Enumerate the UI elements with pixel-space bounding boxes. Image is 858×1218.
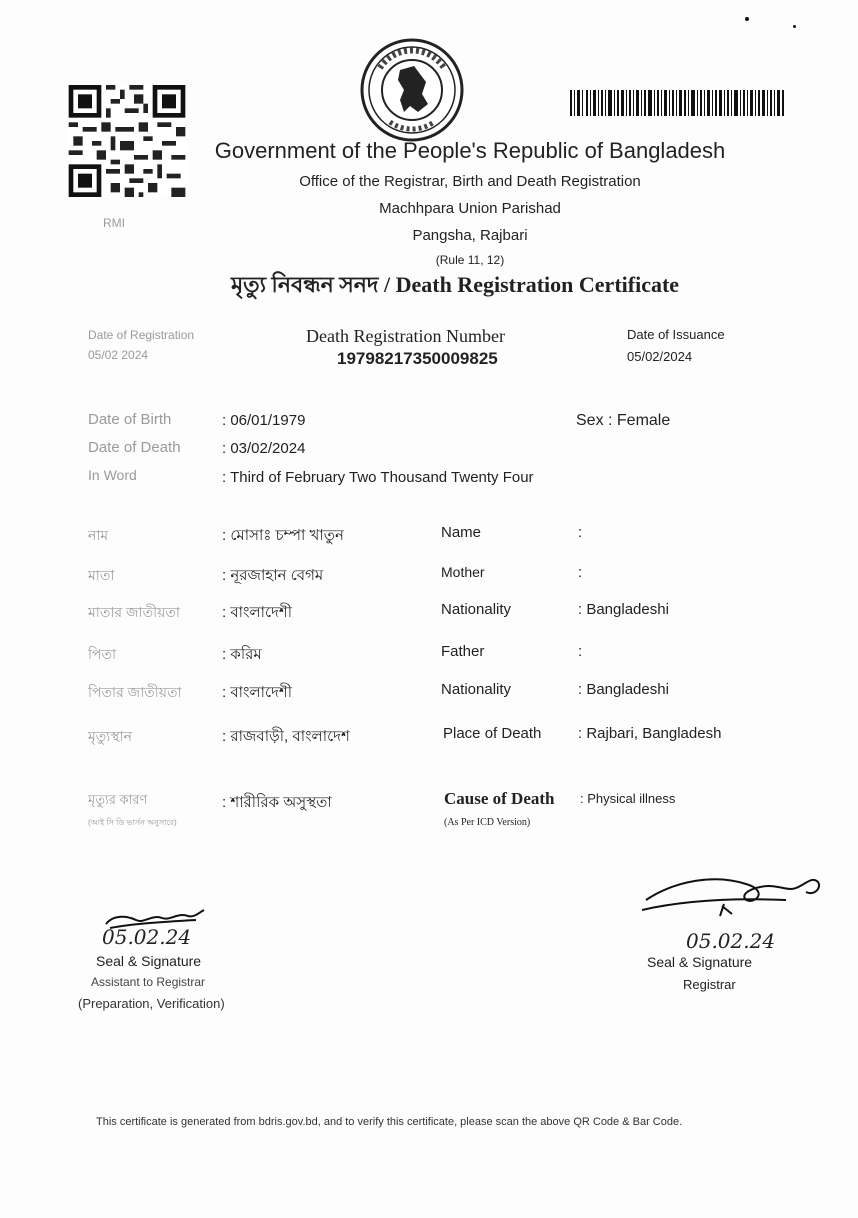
bn-father-nationality-label: পিতার জাতীয়তা [88,684,182,700]
date-of-birth-label: Date of Birth [88,411,172,428]
scan-speck [793,25,796,28]
en-father-nationality-value: : Bangladeshi [578,681,669,698]
en-father-label: Father [441,643,485,660]
bn-place-of-death-value: : রাজবাড়ী, বাংলাদেশ [222,728,350,745]
registration-number-label: Death Registration Number [306,326,505,346]
verification-footer: This certificate is generated from bdris.gov.bd, and to verify this certificate, please scan the above QR Code & Bar Code. [96,1116,683,1128]
en-name-label: Name [441,524,482,541]
government-seal [360,38,464,142]
bn-name-value: : মোসাঃ চম্পা খাতুন [222,527,344,544]
location-line: Pangsha, Rajbari [412,227,528,244]
in-word-label: In Word [88,467,137,483]
date-of-issuance-label: Date of Issuance [627,327,725,342]
date-of-issuance-value: 05/02/2024 [627,349,693,364]
left-role: Assistant to Registrar [91,975,206,989]
en-cause-label: Cause of Death [444,789,555,808]
bn-cause-note: (আই সি ডি ভার্সন অনুসারে) [88,818,177,827]
bn-place-of-death-label: মৃত্যুস্থান [88,728,133,744]
bn-mother-nationality-label: মাতার জাতীয়তা [88,604,180,620]
bn-mother-value: : নূরজাহান বেগম [222,567,324,584]
in-word-value: : Third of February Two Thousand Twenty Four [222,469,534,486]
en-place-of-death-value: : Rajbari, Bangladesh [578,725,722,742]
union-line: Machhpara Union Parishad [379,200,561,217]
en-cause-note: (As Per ICD Version) [444,817,531,828]
registrar-signature [636,870,826,920]
bn-cause-label: মৃত্যুর কারণ [88,792,148,807]
en-cause-value: : Physical illness [580,791,676,806]
en-father-nationality-label: Nationality [441,681,512,698]
left-seal-title: Seal & Signature [96,953,202,969]
bn-mother-nationality-value: : বাংলাদেশী [222,604,293,621]
qr-caption: RMI [103,216,125,230]
date-of-registration-label: Date of Registration [88,328,195,342]
assistant-signature-date: 05.02.24 [102,925,192,949]
en-place-of-death-label: Place of Death [443,725,542,742]
bn-cause-value: : শারীরিক অসুস্থতা [222,794,332,811]
bn-name-label: নাম [88,527,109,543]
barcode [570,90,784,116]
sex-value: Sex : Female [576,412,671,429]
date-of-death-value: : 03/02/2024 [222,440,306,457]
bn-mother-label: মাতা [88,567,115,583]
en-mother-nationality-value: : Bangladeshi [578,601,669,618]
date-of-birth-value: : 06/01/1979 [222,412,306,429]
bn-father-nationality-value: : বাংলাদেশী [222,684,293,701]
bn-father-label: পিতা [88,646,117,662]
left-role-note: (Preparation, Verification) [78,996,225,1011]
en-mother-value: : [578,564,583,581]
en-mother-label: Mother [441,564,485,580]
office-line: Office of the Registrar, Birth and Death Registration [299,173,641,190]
scan-speck [745,17,749,21]
rule-line: (Rule 11, 12) [435,253,505,267]
certificate-title: মৃত্যু নিবন্ধন সনদ / Death Registration Certificate [230,272,680,297]
en-father-value: : [578,643,583,660]
en-mother-nationality-label: Nationality [441,601,512,618]
date-of-death-label: Date of Death [88,439,181,456]
bn-father-value: : করিম [222,646,262,663]
en-name-value: : [578,524,583,541]
registrar-signature-date: 05.02.24 [686,929,776,953]
registration-number: 19798217350009825 [337,349,498,368]
right-role: Registrar [683,977,736,992]
government-heading: Government of the People's Republic of Bangladesh [214,138,726,163]
date-of-registration-value: 05/02 2024 [88,348,149,362]
right-seal-title: Seal & Signature [647,954,753,970]
